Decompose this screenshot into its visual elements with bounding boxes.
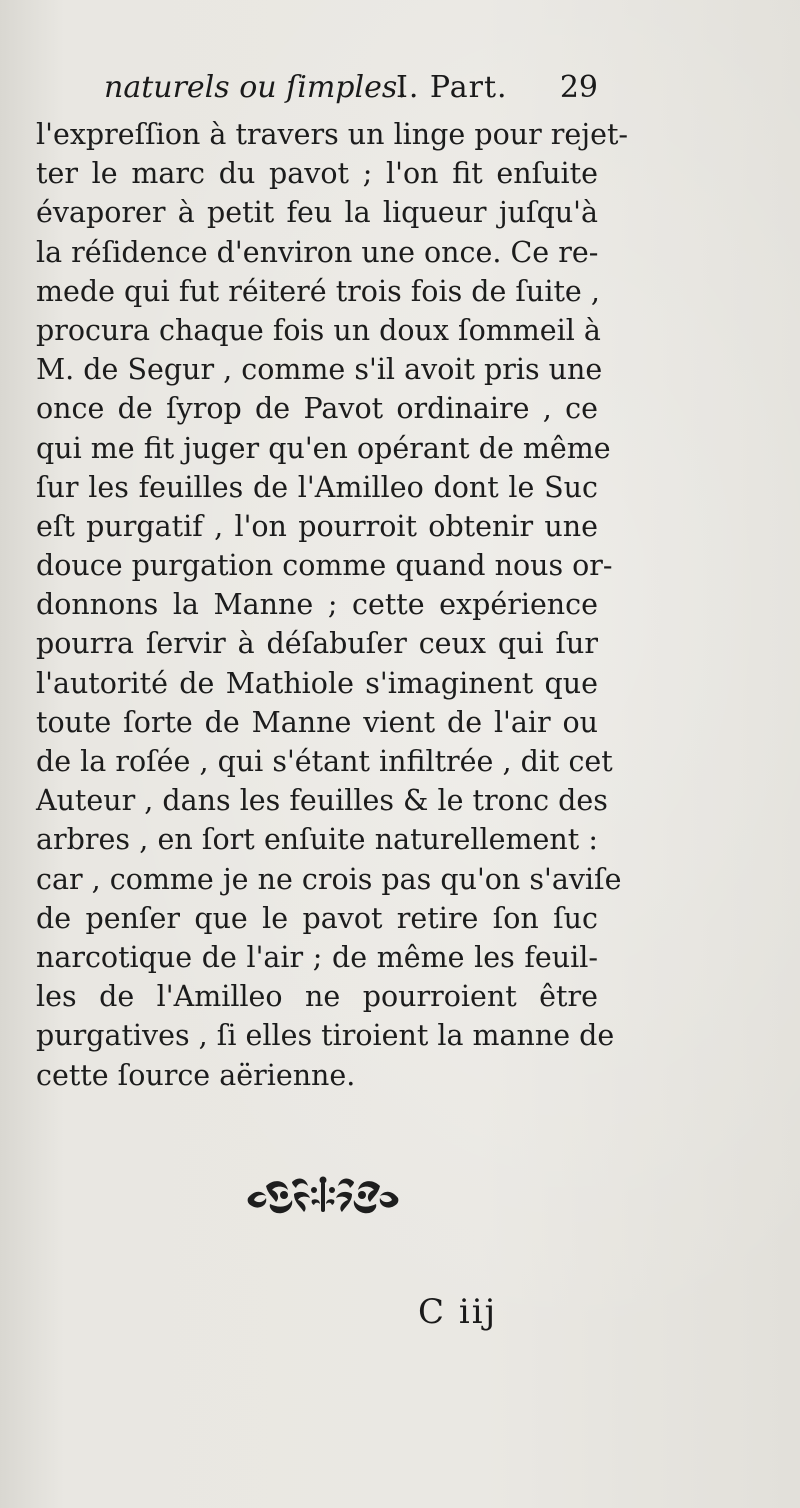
text-line: eſt purgatif , l'on pourroit obtenir une xyxy=(36,509,598,543)
signature-mark: C iij xyxy=(418,1292,498,1332)
running-title: naturels ou ſimples. xyxy=(104,70,407,105)
running-header xyxy=(104,70,604,120)
text-line: Auteur , dans les feuilles & le tronc des xyxy=(36,784,608,818)
body-text xyxy=(36,115,629,1095)
text-line: procura chaque fois un doux ſommeil à xyxy=(36,313,601,347)
text-line: pourra ſervir à déſabuſer ceux qui ſur xyxy=(36,627,598,661)
text-line: ſur les feuilles de l'Amilleo dont le Suc xyxy=(36,470,598,504)
text-line: once de ſyrop de Pavot ordinaire , ce xyxy=(36,392,598,426)
text-line: cette ſource aërienne. xyxy=(36,1058,356,1092)
text-line: ter le marc du pavot ; l'on fit enſuite xyxy=(36,157,598,191)
text-line: les de l'Amilleo ne pourroient être xyxy=(36,980,598,1014)
text-line: l'expreſſion à travers un linge pour rejet- xyxy=(36,118,629,151)
text-line: de la roſée , qui s'étant infiltrée , dit cet xyxy=(36,745,613,778)
text-line: de penſer que le pavot retire ſon ſuc xyxy=(36,901,598,935)
text-line: narcotique de l'air ; de même les feuil- xyxy=(36,940,598,974)
text-line: toute ſorte de Manne vient de l'air ou xyxy=(36,705,598,739)
text-line: l'autorité de Mathiole s'imaginent que xyxy=(36,666,598,700)
text-line: car , comme je ne crois pas qu'on s'aviſe xyxy=(36,862,622,896)
text-line: qui me fit juger qu'en opérant de même xyxy=(36,431,611,465)
text-line: mede qui fut réiteré trois fois de ſuite , xyxy=(36,274,600,308)
text-line: M. de Segur , comme s'il avoit pris une xyxy=(36,353,603,387)
text-line: arbres , en ſort enſuite naturellement : xyxy=(36,823,598,857)
fleuron-ornament-icon xyxy=(244,1168,402,1222)
text-line: douce purgation comme quand nous or- xyxy=(36,549,613,583)
page-number: 29 xyxy=(559,70,598,105)
text-line: évaporer à petit feu la liqueur juſqu'à xyxy=(36,196,598,230)
text-line: donnons la Manne ; cette expérience xyxy=(36,588,598,622)
text-line: la réſidence d'environ une once. Ce re- xyxy=(36,235,599,269)
part-label: I. Part. xyxy=(396,70,508,105)
text-line: purgatives , ſi elles tiroient la manne de xyxy=(36,1019,615,1053)
